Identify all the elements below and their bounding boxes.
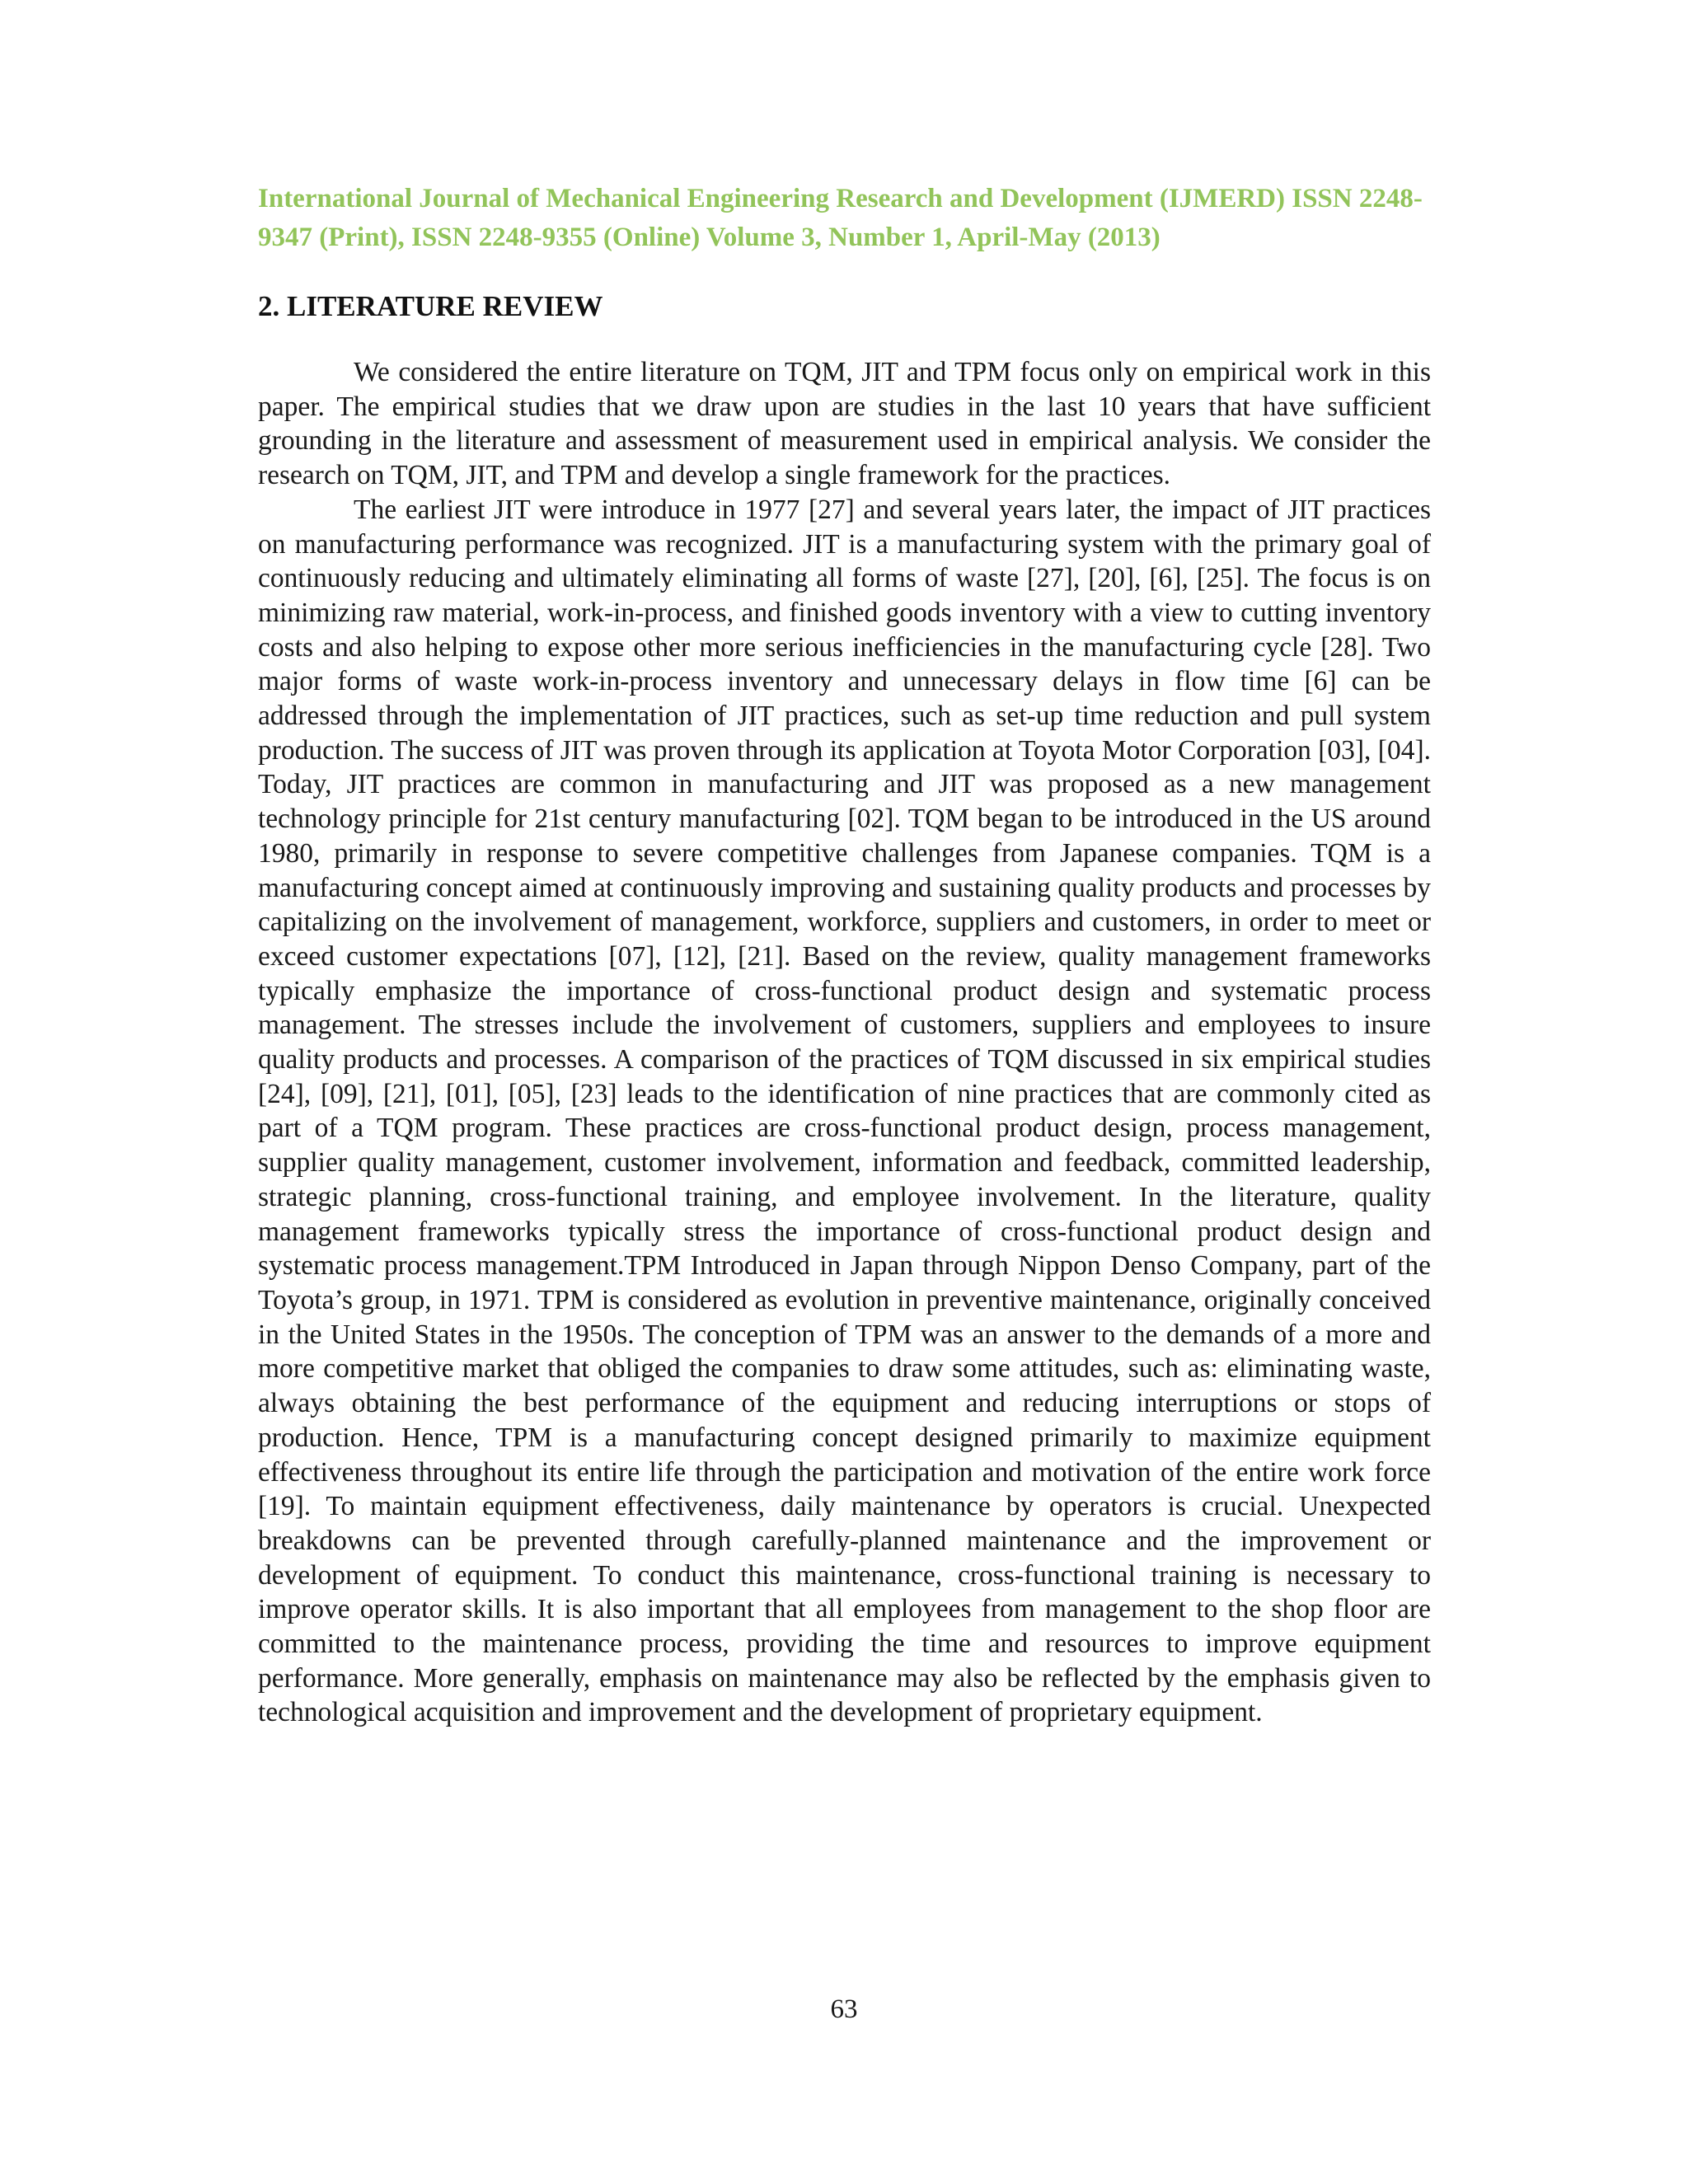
section-title: 2. LITERATURE REVIEW — [258, 290, 603, 322]
journal-header: International Journal of Mechanical Engineering Research and Development (IJMERD) ISSN 2248-9347 (Print), ISSN 2248-9355 (Online) Volume 3, Number 1, April-May (2013) — [258, 184, 1423, 252]
page-content — [258, 180, 1431, 1730]
paragraph: The earliest JIT were introduce in 1977 [27] and several years later, the impact of JIT practices on manufacturing performance was recognized. JIT is a manufacturing system with the primary goal of continuously reducing and ultimately eliminating all forms of waste [27], [20], [6], [25]. The focus is on minimizing raw material, work-in-process, and finished goods inventory with a view to cutting inventory costs and also helping to expose other more serious inefficiencies in the manufacturing cycle [28]. Two major forms of waste work-in-process inventory and unnecessary delays in flow time [6] can be addressed through the implementation of JIT practices, such as set-up time reduction and pull system production. The success of JIT was proven through its application at Toyota Motor Corporation [03], [04]. Today, JIT practices are common in manufacturing and JIT was proposed as a new management technology principle for 21st century manufacturing [02]. TQM began to be introduced in the US around 1980, primarily in response to severe competitive challenges from Japanese companies. TQM is a manufacturing concept aimed at continuously improving and sustaining quality products and processes by capitalizing on the involvement of management, workforce, suppliers and customers, in order to meet or exceed customer expectations [07], [12], [21]. Based on the review, quality management frameworks typically emphasize the importance of cross-functional product design and systematic process management. The stresses include the involvement of customers, suppliers and employees to insure quality products and processes. A comparison of the practices of TQM discussed in six empirical studies [24], [09], [21], [01], [05], [23] leads to the identification of nine practices that are commonly cited as part of a TQM program. These practices are cross-functional product design, process management, supplier quality management, customer involvement, information and feedback, committed leadership, strategic planning, cross-functional training, and employee involvement. In the literature, quality management frameworks typically stress the importance of cross-functional product design and systematic process management.TPM Introduced in Japan through Nippon Denso Company, part of the Toyota’s group, in 1971. TPM is considered as evolution in preventive maintenance, originally conceived in the United States in the 1950s. The conception of TPM was an answer to the demands of a more and more competitive market that obliged the companies to draw some attitudes, such as: eliminating waste, always obtaining the best performance of the equipment and reducing interruptions or stops of production. Hence, TPM is a manufacturing concept designed primarily to maximize equipment effectiveness throughout its entire life through the participation and motivation of the entire work force [19]. To maintain equipment effectiveness, daily maintenance by operators is crucial. Unexpected breakdowns can be prevented through carefully-planned maintenance and the improvement or development of equipment. To conduct this maintenance, cross-functional training is necessary to improve operator skills. It is also important that all employees from management to the shop floor are committed to the maintenance process, providing the time and resources to improve equipment performance. More generally, emphasis on maintenance may also be reflected by the emphasis given to technological acquisition and improvement and the development of proprietary equipment. — [258, 494, 1431, 1728]
page-number: 63 — [830, 1994, 858, 2024]
section-body — [258, 355, 1431, 1730]
paragraph: We considered the entire literature on TQM, JIT and TPM focus only on empirical work in this paper. The empirical studies that we draw upon are studies in the last 10 years that have sufficient grounding in the literature and assessment of measurement used in empirical analysis. We consider the research on TQM, JIT, and TPM and develop a single framework for the practices. — [258, 357, 1431, 491]
